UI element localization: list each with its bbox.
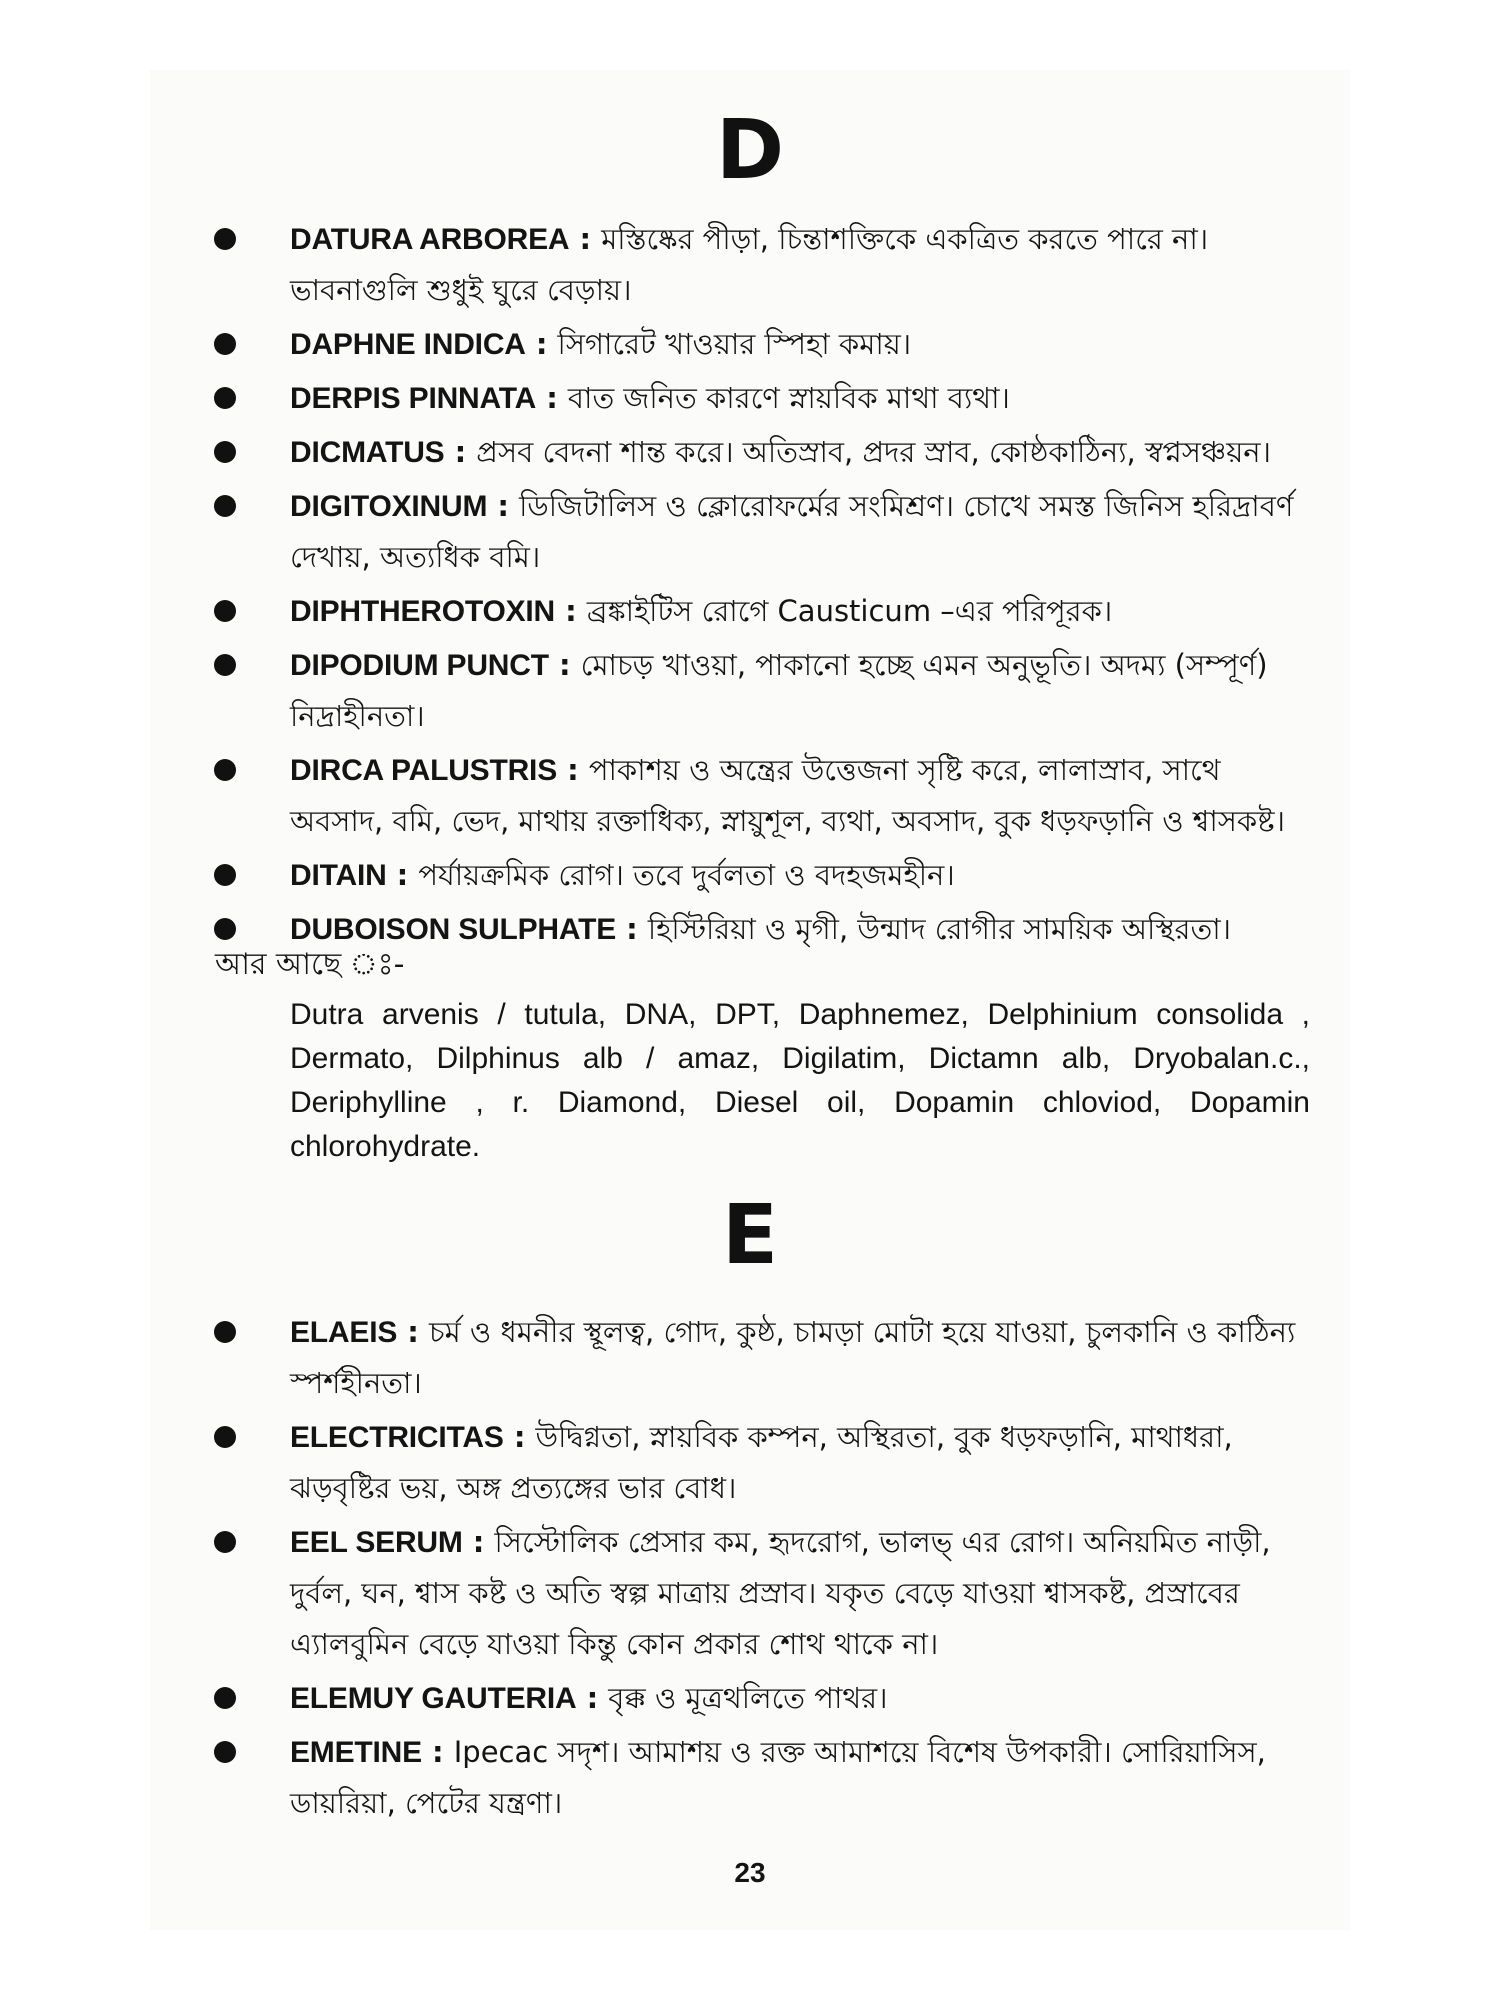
also-available-heading: আর আছে ঃ- <box>215 947 405 982</box>
remedy-name: ELAEIS <box>290 1316 398 1349</box>
remedy-description: বৃক্ক ও মূত্রথলিতে পাথর। <box>608 1681 888 1715</box>
remedy-name: ELEMUY GAUTERIA <box>290 1682 577 1715</box>
remedy-entry <box>210 214 1310 316</box>
entry-separator: : <box>576 1681 609 1715</box>
remedy-name: ELECTRICITAS <box>290 1421 504 1454</box>
remedy-name: DITAIN <box>290 859 387 892</box>
entry-separator: : <box>525 327 558 361</box>
bullet-icon <box>214 1321 236 1343</box>
remedy-name: DIRCA PALUSTRIS <box>290 754 558 787</box>
remedy-name: DATURA ARBOREA <box>290 223 570 256</box>
remedy-name: EMETINE <box>290 1736 422 1769</box>
bullet-icon <box>214 228 236 250</box>
entry-separator: : <box>386 858 419 892</box>
bullet-icon <box>214 1687 236 1709</box>
bullet-icon <box>214 441 236 463</box>
remedy-name: DERPIS PINNATA <box>290 382 537 415</box>
entry-separator: : <box>487 489 520 523</box>
remedy-description: উদ্বিগ্নতা, স্নায়বিক কম্পন, অস্থিরতা, বুক ধড়ফড়ানি, মাথাধরা, ঝড়বৃষ্টির ভয়, অঙ্গ প্রত্যঙ্গের ভার বোধ। <box>290 1420 1233 1505</box>
bullet-icon <box>214 1531 236 1553</box>
remedy-entry <box>210 373 1310 424</box>
remedy-description: সিগারেট খাওয়ার স্পিহা কমায়। <box>557 327 912 361</box>
bullet-icon <box>214 495 236 517</box>
remedy-entry <box>210 1307 1310 1409</box>
remedy-description: Ipecac সদৃশ। আমাশয় ও রক্ত আমাশয়ে বিশেষ উপকারী। সোরিয়াসিস, ডায়রিয়া, পেটের যন্ত্রণা। <box>290 1735 1266 1820</box>
entry-separator: : <box>462 1525 495 1559</box>
also-available-list: Dutra arvenis / tutula, DNA, DPT, Daphnemez, Delphinium consolida , Dermato, Dilphinus alb / amaz, Digilatim, Dictamn alb, Dryobalan.c., Deriphylline , r. Diamond, Diesel oil, Dopamin chloviod, Dopamin chlorohydrate. <box>290 998 1310 1163</box>
entry-separator: : <box>569 222 602 256</box>
remedy-name: DIGITOXINUM <box>290 490 488 523</box>
bullet-icon <box>214 918 236 940</box>
remedy-description: পাকাশয় ও অন্ত্রের উত্তেজনা সৃষ্টি করে, লালাস্রাব, সাথে অবসাদ, বমি, ভেদ, মাথায় রক্তাধিক্য, স্নায়ুশূল, ব্যথা, অবসাদ, বুক ধড়ফড়ানি ও শ্বাসকষ্ট। <box>290 753 1285 838</box>
remedy-entry <box>210 1727 1310 1829</box>
entry-separator: : <box>548 648 581 682</box>
remedy-entry <box>210 427 1310 478</box>
remedy-entry <box>210 1517 1310 1670</box>
entry-separator: : <box>555 594 587 628</box>
bullet-icon <box>214 333 236 355</box>
bullet-icon <box>214 864 236 886</box>
remedy-name: DIPHTHEROTOXIN <box>290 595 556 628</box>
entry-separator: : <box>536 381 568 415</box>
remedy-description: মস্তিষ্কের পীড়া, চিন্তাশক্তিকে একত্রিত করতে পারে না। ভাবনাগুলি শুধুই ঘুরে বেড়ায়। <box>290 222 1209 307</box>
entry-separator: : <box>557 753 589 787</box>
remedy-description: ব্রঙ্কাইটিস রোগে Causticum –এর পরিপূরক। <box>586 594 1113 628</box>
bullet-icon <box>214 600 236 622</box>
page-number: 23 <box>734 1857 766 1888</box>
remedy-entry <box>210 481 1310 583</box>
remedy-entry <box>210 850 1310 901</box>
entry-list-d <box>210 214 1310 958</box>
entry-separator: : <box>503 1420 536 1454</box>
remedy-name: DICMATUS <box>290 436 445 469</box>
remedy-description: ডিজিটালিস ও ক্লোরোফর্মের সংমিশ্রণ। চোখে সমস্ত জিনিস হরিদ্রাবর্ণ দেখায়, অত্যধিক বমি। <box>290 489 1294 574</box>
section-heading-d: D <box>715 103 785 198</box>
remedy-description: সিস্টোলিক প্রেসার কম, হৃদরোগ, ভালভ্ এর রোগ। অনিয়মিত নাড়ী, দুর্বল, ঘন, শ্বাস কষ্ট ও অতি স্বল্প মাত্রায় প্রস্রাব। যকৃত বেড়ে যাওয়া শ্বাসকষ্ট, প্রস্রাবের এ্যালবুমিন বেড়ে যাওয়া কিন্তু কোন প্রকার শোথ থাকে না। <box>290 1525 1271 1661</box>
bullet-icon <box>214 654 236 676</box>
entry-separator: : <box>444 435 477 469</box>
remedy-name: DAPHNE INDICA <box>290 328 526 361</box>
entry-separator: : <box>421 1735 454 1769</box>
section-heading-e: E <box>721 1188 778 1283</box>
remedy-entry <box>210 1412 1310 1514</box>
entry-separator: : <box>397 1315 429 1349</box>
remedy-description: পর্যায়ক্রমিক রোগ। তবে দুর্বলতা ও বদহজমহীন। <box>418 858 955 892</box>
remedy-entry <box>210 1673 1310 1724</box>
entry-list-e <box>210 1307 1310 1832</box>
remedy-name: EEL SERUM <box>290 1526 463 1559</box>
remedy-description: চর্ম ও ধমনীর স্থূলত্ব, গোদ, কুষ্ঠ, চামড়া মোটা হয়ে যাওয়া, চুলকানি ও কাঠিন্য স্পর্শহীনতা। <box>290 1315 1296 1400</box>
bullet-icon <box>214 759 236 781</box>
remedy-name: DIPODIUM PUNCT <box>290 649 549 682</box>
remedy-entry <box>210 745 1310 847</box>
bullet-icon <box>214 1426 236 1448</box>
bullet-icon <box>214 387 236 409</box>
remedy-entry <box>210 319 1310 370</box>
remedy-entry <box>210 586 1310 637</box>
remedy-description: প্রসব বেদনা শান্ত করে। অতিস্রাব, প্রদর স্রাব, কোষ্ঠকাঠিন্য, স্বপ্নসঞ্চয়ন। <box>476 435 1271 469</box>
bullet-icon <box>214 1741 236 1763</box>
entry-separator: : <box>616 912 648 946</box>
remedy-description: বাত জনিত কারণে স্নায়বিক মাথা ব্যথা। <box>567 381 1010 415</box>
remedy-description: মোচড় খাওয়া, পাকানো হচ্ছে এমন অনুভূতি। অদম্য (সম্পূর্ণ) নিদ্রাহীনতা। <box>290 648 1268 733</box>
remedy-description: হিস্টিরিয়া ও মৃগী, উন্মাদ রোগীর সাময়িক অস্থিরতা। <box>647 912 1232 946</box>
remedy-name: DUBOISON SULPHATE <box>290 913 617 946</box>
remedy-entry <box>210 640 1310 742</box>
